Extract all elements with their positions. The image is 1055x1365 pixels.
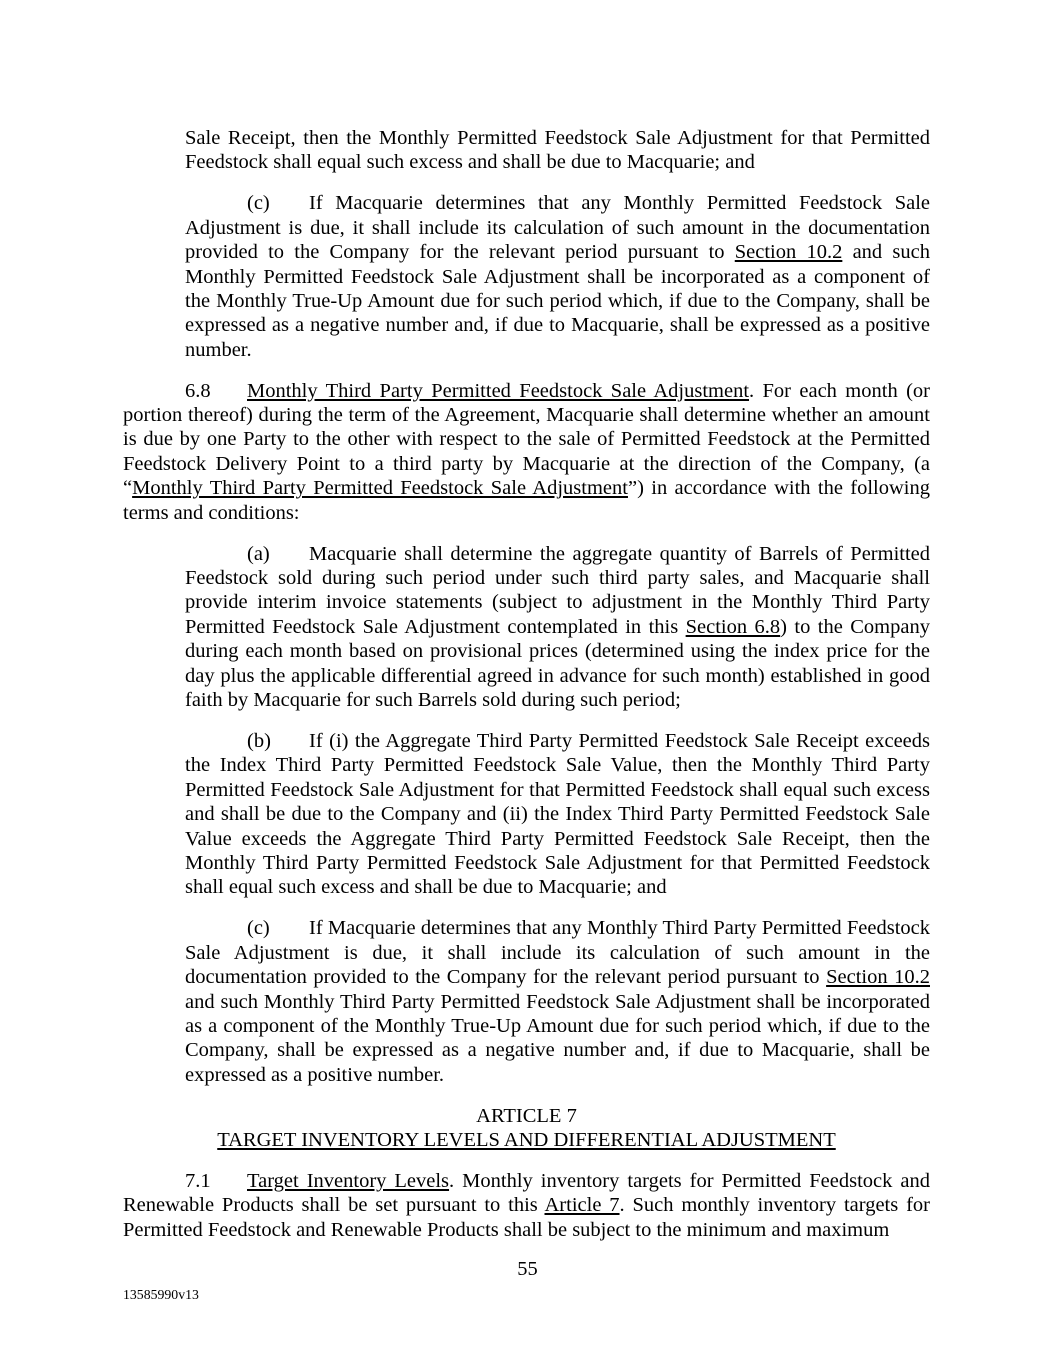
section-heading: Target Inventory Levels — [247, 1169, 450, 1192]
paragraph-text: If Macquarie determines that any Monthly Permitted Feedstock Sale Adjustment is due, it shall include its calculation of such amount in the documentation provided to the Company for the relevant period pursuant to — [185, 192, 930, 264]
paragraph-text: Macquarie shall determine the aggregate quantity of Barrels of Permitted Feedstock sold during such period under such third party sales, and Macquarie shall provide interim invoice statements (subject to adjustment in the Monthly Third Party Permitted Feedstock Sale Adjustment contemplated in this — [185, 542, 930, 638]
article-reference: Article 7 — [544, 1194, 620, 1217]
section-reference: Section 10.2 — [826, 966, 930, 989]
section-6-8 — [123, 379, 930, 525]
section-heading: Monthly Third Party Permitted Feedstock Sale Adjustment — [247, 379, 750, 402]
section-reference: Section 6.8 — [685, 615, 781, 638]
paragraph-text: ”) in accordance with the following terms and conditions: — [123, 477, 930, 524]
paragraph-text: Sale Receipt, then the Monthly Permitted Feedstock Sale Adjustment for that Permitted Feedstock shall equal such excess and shall be due to Macquarie; and — [185, 127, 930, 174]
paragraph-text: and such Monthly Permitted Feedstock Sale Adjustment shall be incorporated as a component of the Monthly True-Up Amount due for such period which, if due to the Company, shall be expressed as a negative number and, if due to Macquarie, shall be expressed as a positive number. — [185, 241, 930, 361]
paragraph-sale-receipt-continuation — [185, 126, 930, 175]
clause-c-third-party — [185, 916, 930, 1087]
clause-label: (a) — [247, 542, 270, 565]
section-reference: Section 10.2 — [734, 241, 843, 264]
paragraph-text: . Such monthly inventory targets for Permitted Feedstock and Renewable Products shall be subject to the minimum and maximum — [123, 1194, 930, 1241]
paragraph-text: If Macquarie determines that any Monthly Third Party Permitted Feedstock Sale Adjustment is due, it shall include its calculation of such amount in the documentation provided to the Company for the relevant period pursuant to — [185, 917, 930, 989]
clause-label: (c) — [247, 192, 270, 215]
section-number: 7.1 — [185, 1169, 211, 1192]
defined-term: Monthly Third Party Permitted Feedstock Sale Adjustment — [132, 477, 628, 500]
section-7-1 — [123, 1169, 930, 1242]
paragraph-text: . Monthly inventory targets for Permitted Feedstock and Renewable Products shall be set pursuant to this — [123, 1169, 930, 1217]
paragraph-text: . For each month (or portion thereof) during the term of the Agreement, Macquarie shall determine whether an amount is due by one Party to the other with respect to the sale of Permitted Feedstock at the Permitted Feedstock Delivery Point to a third party by Macquarie at the direction of the Company, (a “ — [123, 379, 930, 500]
clause-label: (c) — [247, 917, 270, 940]
article-title-text: TARGET INVENTORY LEVELS AND DIFFERENTIAL ADJUSTMENT — [217, 1129, 836, 1152]
clause-a-third-party — [185, 542, 930, 713]
document-id-stamp: 13585990v13 — [123, 1287, 199, 1302]
clause-c-monthly-permitted-feedstock — [185, 191, 930, 362]
article-7-heading — [123, 1104, 930, 1128]
section-number: 6.8 — [185, 379, 211, 402]
paragraph-text: If (i) the Aggregate Third Party Permitted Feedstock Sale Receipt exceeds the Index Third Party Permitted Feedstock Sale Value, then the Monthly Third Party Permitted Feedstock Sale Adjustment for that Permitted Feedstock shall equal such excess and shall be due to the Company and (ii) the Index Third Party Permitted Feedstock Sale Value exceeds the Aggregate Third Party Permitted Feedstock Sale Receipt, then the Monthly Third Party Permitted Feedstock Sale Adjustment for that Permitted Feedstock shall equal such excess and shall be due to Macquarie; and — [185, 729, 930, 899]
clause-b-third-party — [185, 729, 930, 900]
paragraph-text: ) to the Company during each month based on provisional prices (determined using the index price for the day plus the applicable differential agreed in advance for such month) established in good faith by Macquarie for such Barrels sold during such period; — [185, 615, 930, 712]
contract-body — [123, 126, 930, 1259]
paragraph-text: and such Monthly Third Party Permitted Feedstock Sale Adjustment shall be incorporated as a component of the Monthly True-Up Amount due for such period which, if due to the Company, shall be expressed as a negative number and, if due to Macquarie, shall be expressed as a positive number. — [185, 990, 930, 1086]
clause-label: (b) — [247, 729, 271, 752]
article-number: ARTICLE 7 — [476, 1104, 577, 1127]
page-number: 55 — [517, 1258, 538, 1280]
article-7-title — [123, 1128, 930, 1152]
